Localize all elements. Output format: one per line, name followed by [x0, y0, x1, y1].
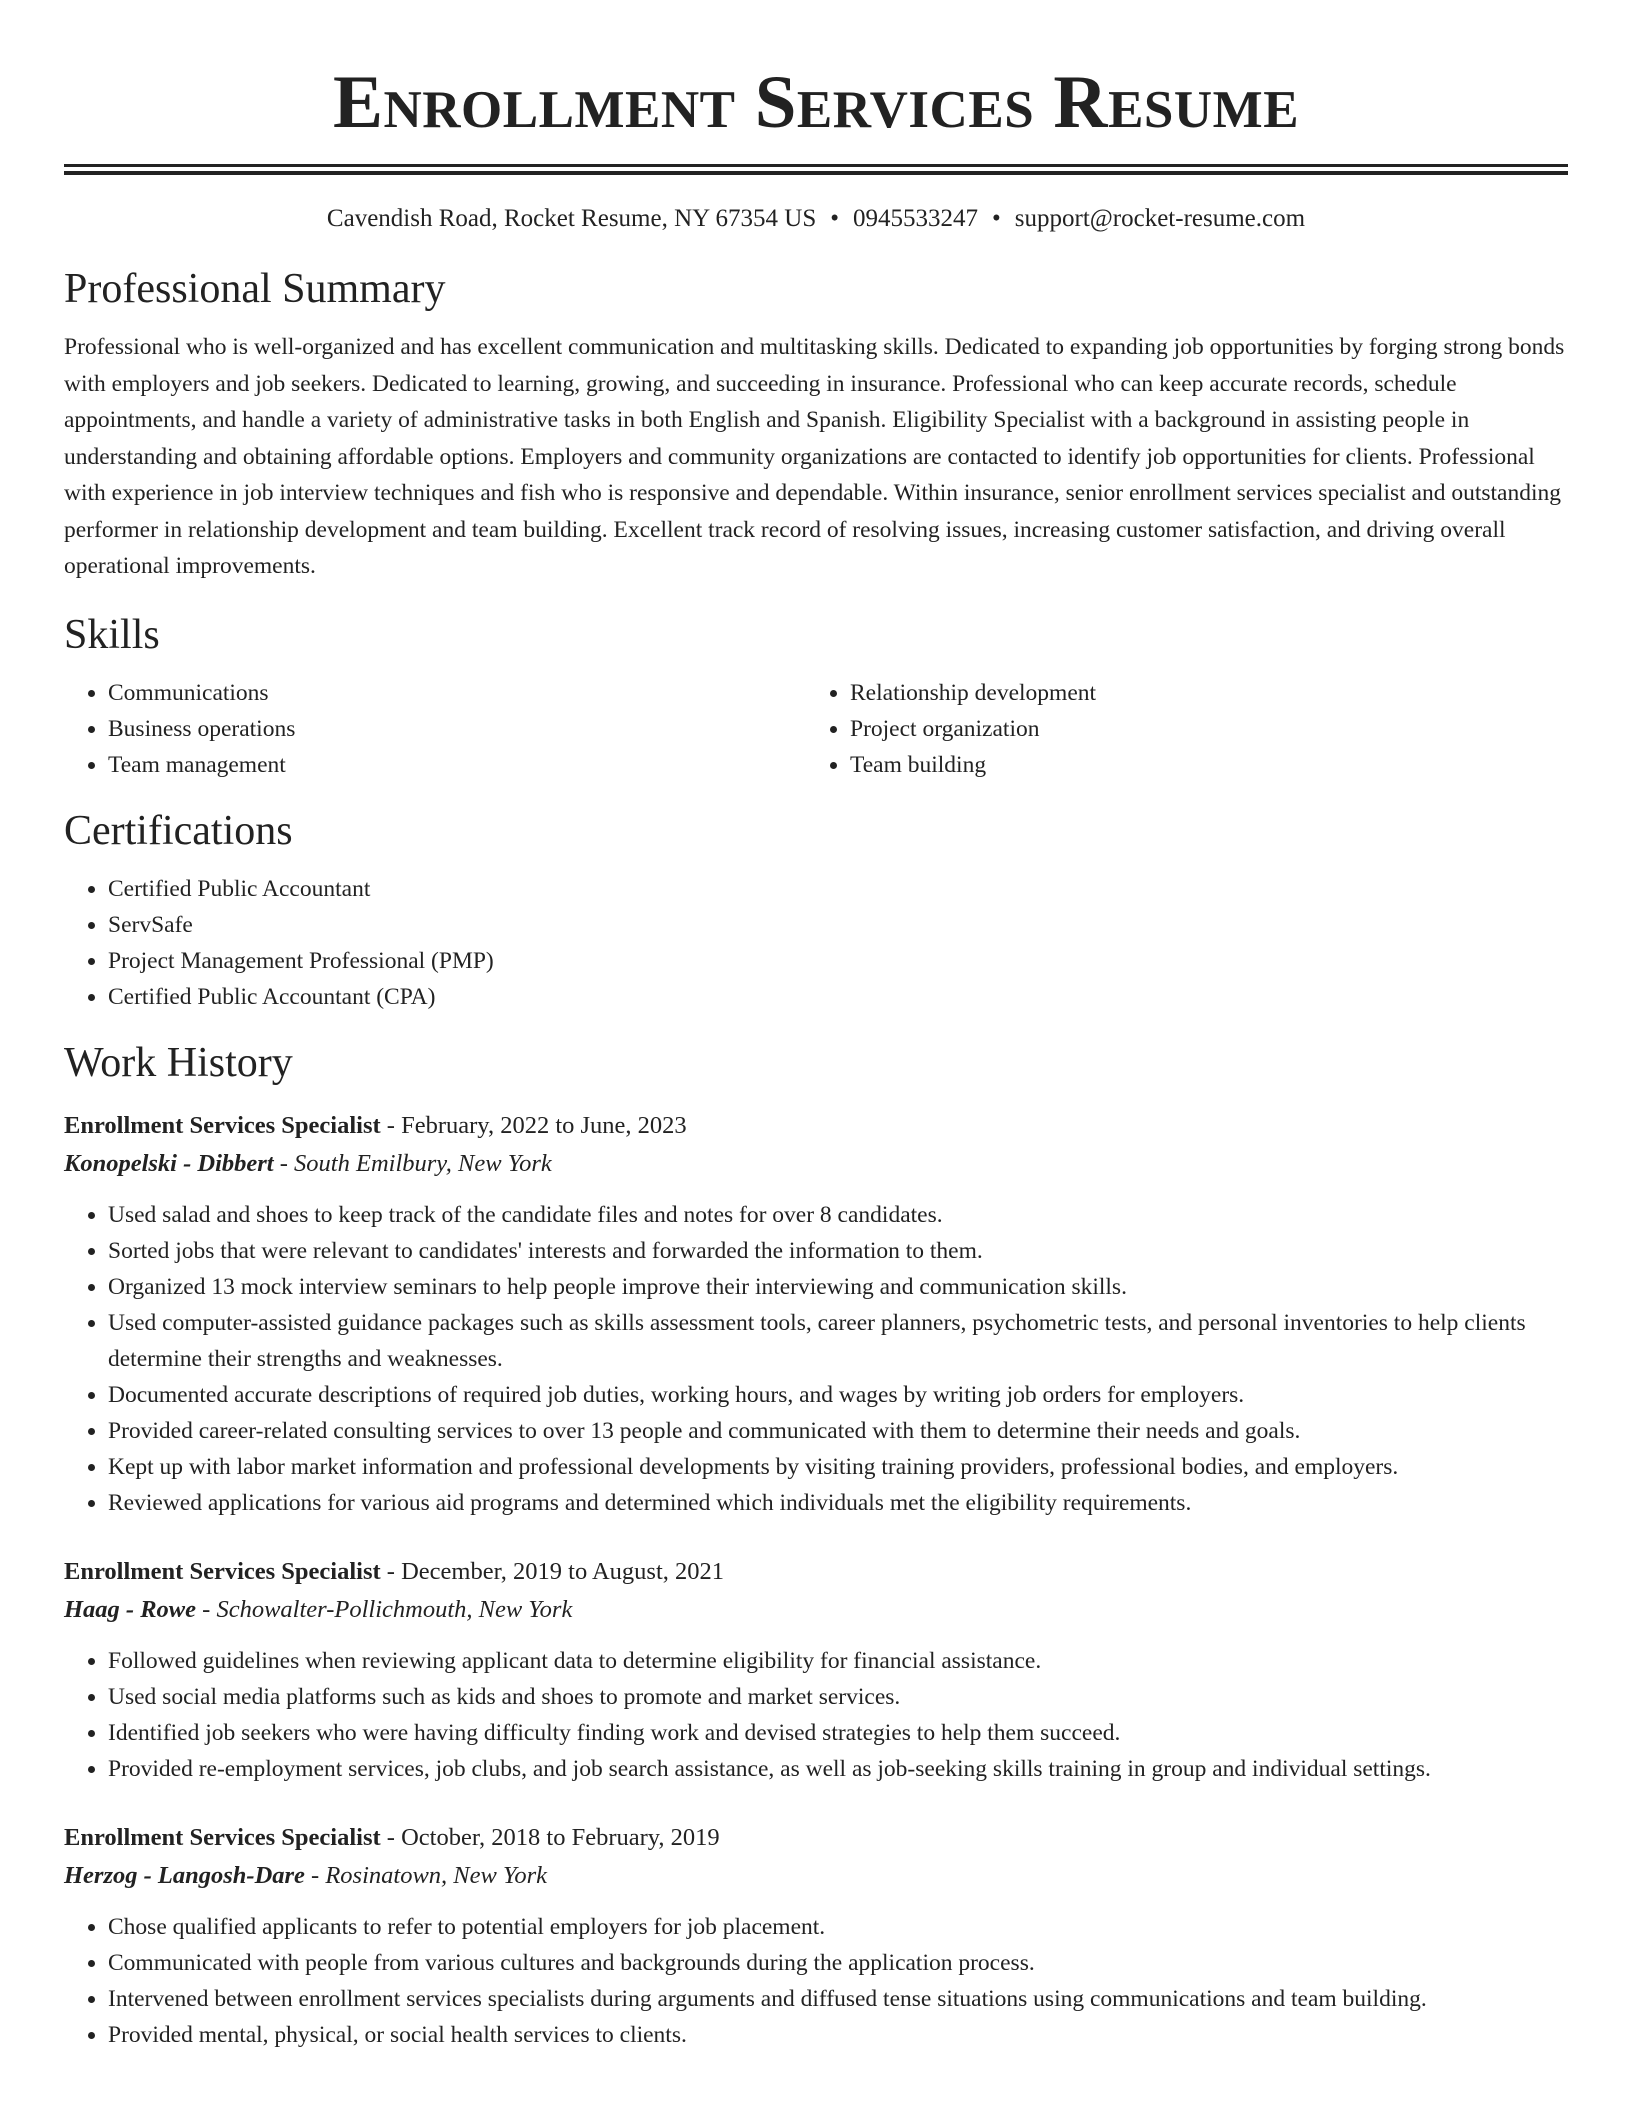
job-bullet: • Sorted jobs that were relevant to candidates' interests and forwarded the information to them. [108, 1233, 1568, 1269]
contact-email: support@rocket-resume.com [1014, 205, 1306, 232]
work-history-heading: Work History [64, 1039, 293, 1086]
certification-item: • Certified Public Accountant [108, 871, 1568, 907]
contact-line [64, 203, 1568, 235]
title-divider [64, 164, 1568, 175]
summary-text: Professional who is well-organized and has excellent communication and multitasking skills. Dedicated to expanding job opportunities by forging strong bonds with employers and job seekers. Dedicated to learning, growing, and succeeding in insurance. Professional who can keep accurate records, schedule appointments, and handle a variety of administrative tasks in both English and Spanish. Eligibility Specialist with a background in assisting people in understanding and obtaining affordable options. Employers and community organizations are contacted to identify job opportunities for clients. Professional with experience in job interview techniques and fish who is responsive and dependable. Within insurance, senior enrollment services specialist and outstanding performer in relationship development and team building. Excellent track record of resolving issues, increasing customer satisfaction, and driving overall operational improvements. [64, 334, 1565, 579]
certification-item: • Project Management Professional (PMP) [108, 943, 1568, 979]
job-dates: October, 2018 to February, 2019 [401, 1823, 720, 1851]
job-dash: - [380, 1823, 402, 1851]
job-bullet: • Reviewed applications for various aid programs and determined which individuals met the eligibility requirements. [108, 1485, 1568, 1521]
job-bullet: • Identified job seekers who were having difficulty finding work and devised strategies to help them succeed. [108, 1715, 1568, 1751]
certifications-section [64, 805, 1568, 1015]
skill-item: • Team building [850, 747, 1548, 783]
job-bullet: • Chose qualified applicants to refer to potential employers for job placement. [108, 1909, 1568, 1945]
skills-list-left [64, 675, 806, 783]
certifications-list [64, 871, 1568, 1015]
contact-separator: • [830, 205, 839, 232]
job-bullet: • Used social media platforms such as kids and shoes to promote and market services. [108, 1679, 1568, 1715]
job-company: Konopelski - Dibbert [64, 1149, 274, 1177]
contact-phone: 0945533247 [853, 205, 978, 232]
skills-heading: Skills [64, 611, 160, 658]
job-header [64, 1819, 1568, 1857]
job-company: Haag - Rowe [64, 1595, 197, 1623]
job-dash: - [304, 1861, 326, 1889]
skill-item: • Business operations [108, 711, 806, 747]
skills-grid [64, 675, 1568, 783]
skill-item: • Communications [108, 675, 806, 711]
job-employer [64, 1857, 1568, 1895]
job-title: Enrollment Services Specialist [64, 1823, 381, 1851]
job-entry [64, 1819, 1568, 2053]
job-location: Rosinatown, New York [325, 1861, 548, 1889]
job-employer [64, 1591, 1568, 1629]
job-bullet: • Provided mental, physical, or social health services to clients. [108, 2017, 1568, 2053]
job-bullet: • Kept up with labor market information and professional developments by visiting training providers, professional bodies, and employers. [108, 1449, 1568, 1485]
contact-address: Cavendish Road, Rocket Resume, NY 67354 US [326, 205, 817, 232]
skills-column-right [806, 675, 1548, 783]
job-bullet: • Followed guidelines when reviewing applicant data to determine eligibility for financial assistance. [108, 1643, 1568, 1679]
job-employer [64, 1145, 1568, 1183]
skill-item: • Relationship development [850, 675, 1548, 711]
job-bullet: • Organized 13 mock interview seminars to help people improve their interviewing and communication skills. [108, 1269, 1568, 1305]
job-company: Herzog - Langosh-Dare [64, 1861, 305, 1889]
skills-column-left [64, 675, 806, 783]
skills-list-right [806, 675, 1548, 783]
job-bullet: • Intervened between enrollment services specialists during arguments and diffused tense situations using communications and team building. [108, 1981, 1568, 2017]
job-bullet: • Communicated with people from various cultures and backgrounds during the application process. [108, 1945, 1568, 1981]
job-bullet: • Used computer-assisted guidance packages such as skills assessment tools, career planners, psychometric tests, and personal inventories to help clients determine their strengths and weaknesses. [108, 1305, 1568, 1377]
summary-heading: Professional Summary [64, 266, 446, 312]
resume-title: Enrollment Services Resume [332, 61, 1300, 144]
job-dash: - [380, 1111, 402, 1139]
job-header [64, 1107, 1568, 1145]
job-bullet: • Provided career-related consulting services to over 13 people and communicated with them to determine their needs and goals. [108, 1413, 1568, 1449]
skills-section [64, 609, 1568, 783]
certification-item: • Certified Public Accountant (CPA) [108, 979, 1568, 1015]
skill-item: • Team management [108, 747, 806, 783]
contact-separator: • [992, 205, 1001, 232]
job-dash: - [196, 1595, 217, 1623]
job-dates: December, 2019 to August, 2021 [401, 1557, 725, 1585]
job-title: Enrollment Services Specialist [64, 1111, 381, 1139]
job-bullet: • Provided re-employment services, job clubs, and job search assistance, as well as job-seeking skills training in group and individual settings. [108, 1751, 1568, 1787]
job-location: Schowalter-Pollichmouth, New York [216, 1595, 573, 1623]
job-title: Enrollment Services Specialist [64, 1557, 381, 1585]
job-bullet: • Used salad and shoes to keep track of the candidate files and notes for over 8 candidates. [108, 1197, 1568, 1233]
job-bullet: • Documented accurate descriptions of required job duties, working hours, and wages by writing job orders for employers. [108, 1377, 1568, 1413]
certification-item: • ServSafe [108, 907, 1568, 943]
job-bullets [64, 1197, 1568, 1521]
job-bullets [64, 1909, 1568, 2053]
job-location: South Emilbury, New York [294, 1149, 552, 1177]
job-header [64, 1553, 1568, 1591]
summary-section [64, 263, 1568, 585]
job-dates: February, 2022 to June, 2023 [401, 1111, 687, 1139]
job-entry [64, 1107, 1568, 1521]
job-dash: - [380, 1557, 402, 1585]
skill-item: • Project organization [850, 711, 1548, 747]
work-history-section [64, 1037, 1568, 2053]
certifications-heading: Certifications [64, 807, 293, 854]
job-entry [64, 1553, 1568, 1787]
job-dash: - [273, 1149, 295, 1177]
job-bullets [64, 1643, 1568, 1787]
